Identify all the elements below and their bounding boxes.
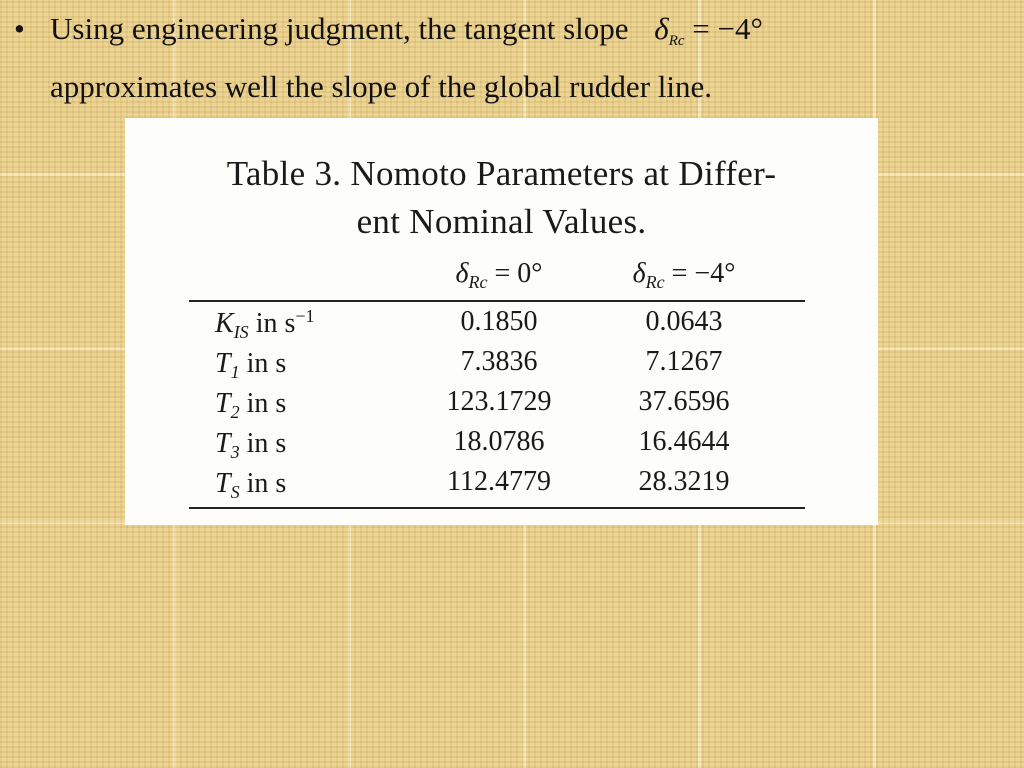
row-symbol: T: [215, 388, 231, 419]
header-col1-value: = 0°: [494, 258, 543, 289]
row-value-col1: 18.0786: [453, 426, 545, 457]
row-value-col1: 7.3836: [460, 346, 538, 377]
header-col1-subscript: Rc: [468, 272, 488, 292]
header-col2-subscript: Rc: [645, 272, 665, 292]
bullet-text: [50, 6, 1014, 110]
row-symbol: K: [215, 308, 234, 339]
header-col2-symbol: δ: [632, 258, 646, 289]
row-symbol: T: [215, 468, 231, 499]
caption-line1: Table 3. Nomoto Parameters at Differ-: [226, 154, 777, 193]
row-unit: in s: [246, 428, 287, 459]
row-subscript: 1: [230, 362, 240, 382]
row-value-col2: 7.1267: [645, 346, 723, 377]
inline-math: [654, 6, 763, 64]
row-value-col2: 37.6596: [638, 386, 730, 417]
math-relation: = −4°: [692, 11, 763, 46]
table-row: [189, 386, 805, 426]
row-value-col2: 16.4644: [638, 426, 730, 457]
row-label: [215, 386, 286, 423]
row-subscript: 2: [230, 402, 240, 422]
row-label: [215, 346, 286, 383]
row-subscript: S: [230, 482, 240, 502]
bullet-text-line2: approximates well the slope of the global rudder line.: [50, 69, 713, 104]
row-label: [215, 466, 286, 503]
table-row: [189, 466, 805, 506]
row-subscript: 3: [230, 442, 240, 462]
row-unit: in s: [246, 388, 287, 419]
table-row: [189, 306, 805, 346]
math-subscript: Rc: [668, 33, 685, 49]
math-symbol: δ: [654, 11, 669, 46]
header-col1: [429, 258, 569, 293]
table-top-rule: [189, 300, 805, 302]
row-subscript: IS: [233, 322, 249, 342]
row-symbol: T: [215, 348, 231, 379]
bullet-point: [14, 6, 1014, 110]
row-unit: in s: [246, 468, 287, 499]
row-unit-sup: −1: [295, 306, 315, 326]
header-col1-symbol: δ: [455, 258, 469, 289]
row-value-col2: 28.3219: [638, 466, 730, 497]
row-unit: in s: [255, 308, 296, 339]
header-col2-value: = −4°: [671, 258, 736, 289]
table-row: [189, 426, 805, 466]
table-bottom-rule: [189, 507, 805, 509]
table-header: [189, 258, 805, 298]
row-label: [215, 306, 315, 343]
row-value-col1: 112.4779: [447, 466, 551, 497]
bullet-text-line1: Using engineering judgment, the tangent slope: [50, 11, 629, 46]
row-unit: in s: [246, 348, 287, 379]
table-row: [189, 346, 805, 386]
table-caption: [125, 150, 878, 246]
row-value-col1: 123.1729: [446, 386, 552, 417]
bullet-marker: •: [14, 11, 25, 46]
header-col2: [609, 258, 759, 293]
table-image: [125, 118, 878, 525]
row-symbol: T: [215, 428, 231, 459]
row-value-col2: 0.0643: [645, 306, 723, 337]
row-label: [215, 426, 286, 463]
caption-line2: ent Nominal Values.: [356, 202, 647, 241]
row-value-col1: 0.1850: [460, 306, 538, 337]
